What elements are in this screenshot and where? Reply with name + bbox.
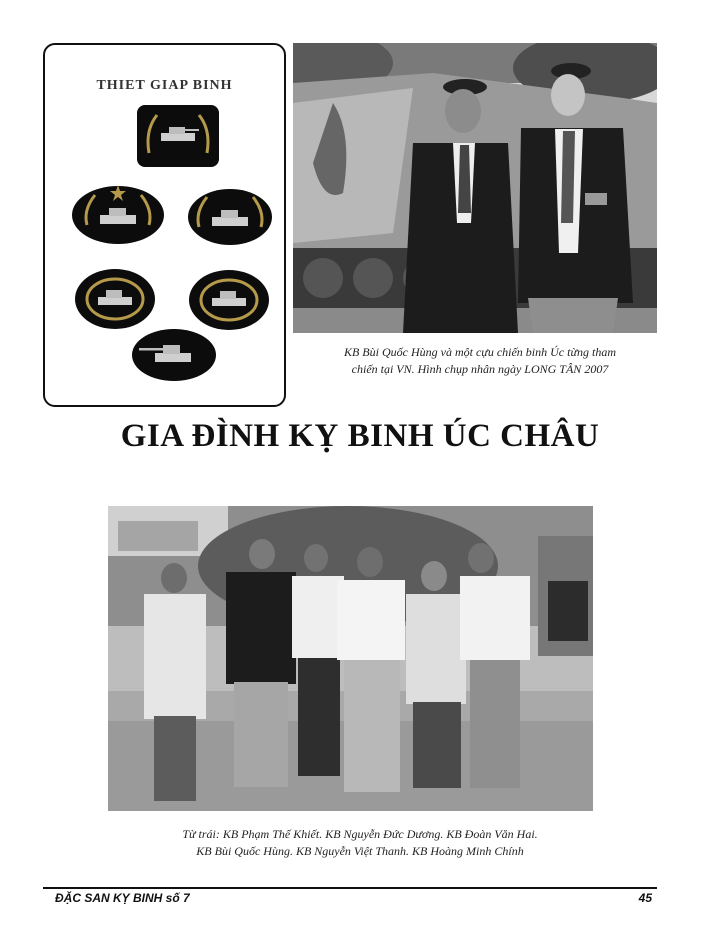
photo-veterans-with-apc [293, 43, 657, 333]
armor-patch-rect [137, 105, 219, 167]
top-caption-line-1: KB Bùi Quốc Hùng và một cựu chiến binh Úc từng tham [343, 345, 617, 359]
armor-patch-oval-star-left [72, 185, 164, 244]
bottom-caption-line-1: Từ trái: KB Phạm Thế Khiết. KB Nguyễn Đức Dương. KB Đoàn Văn Hai. [182, 827, 538, 841]
armor-patch-ring-left [75, 269, 155, 329]
footer-divider [43, 887, 657, 889]
bottom-caption-line-2: KB Bùi Quốc Hùng. KB Nguyễn Việt Thanh. KB Hoàng Minh Chính [196, 844, 524, 858]
page-headline: GIA ĐÌNH KỴ BINH ÚC CHÂU [120, 418, 600, 454]
footer-publication-name: ĐẶC SAN KỴ BINH số 7 [55, 891, 190, 905]
top-caption-line-2: chiến tại VN. Hình chụp nhân ngày LONG TÂN 2007 [351, 362, 609, 376]
photo-group-six-veterans [108, 506, 593, 811]
armor-patch-bottom [132, 329, 216, 381]
bottom-photo-caption [130, 826, 590, 860]
page-number: 45 [638, 891, 652, 905]
armor-insignia-panel [43, 43, 286, 407]
badge-panel-title: THIET GIAP BINH [96, 78, 233, 93]
top-photo-caption [300, 344, 660, 378]
armor-patches-illustration [45, 45, 288, 409]
armor-patch-oval-right [188, 189, 272, 245]
armor-patch-ring-right [189, 270, 269, 330]
